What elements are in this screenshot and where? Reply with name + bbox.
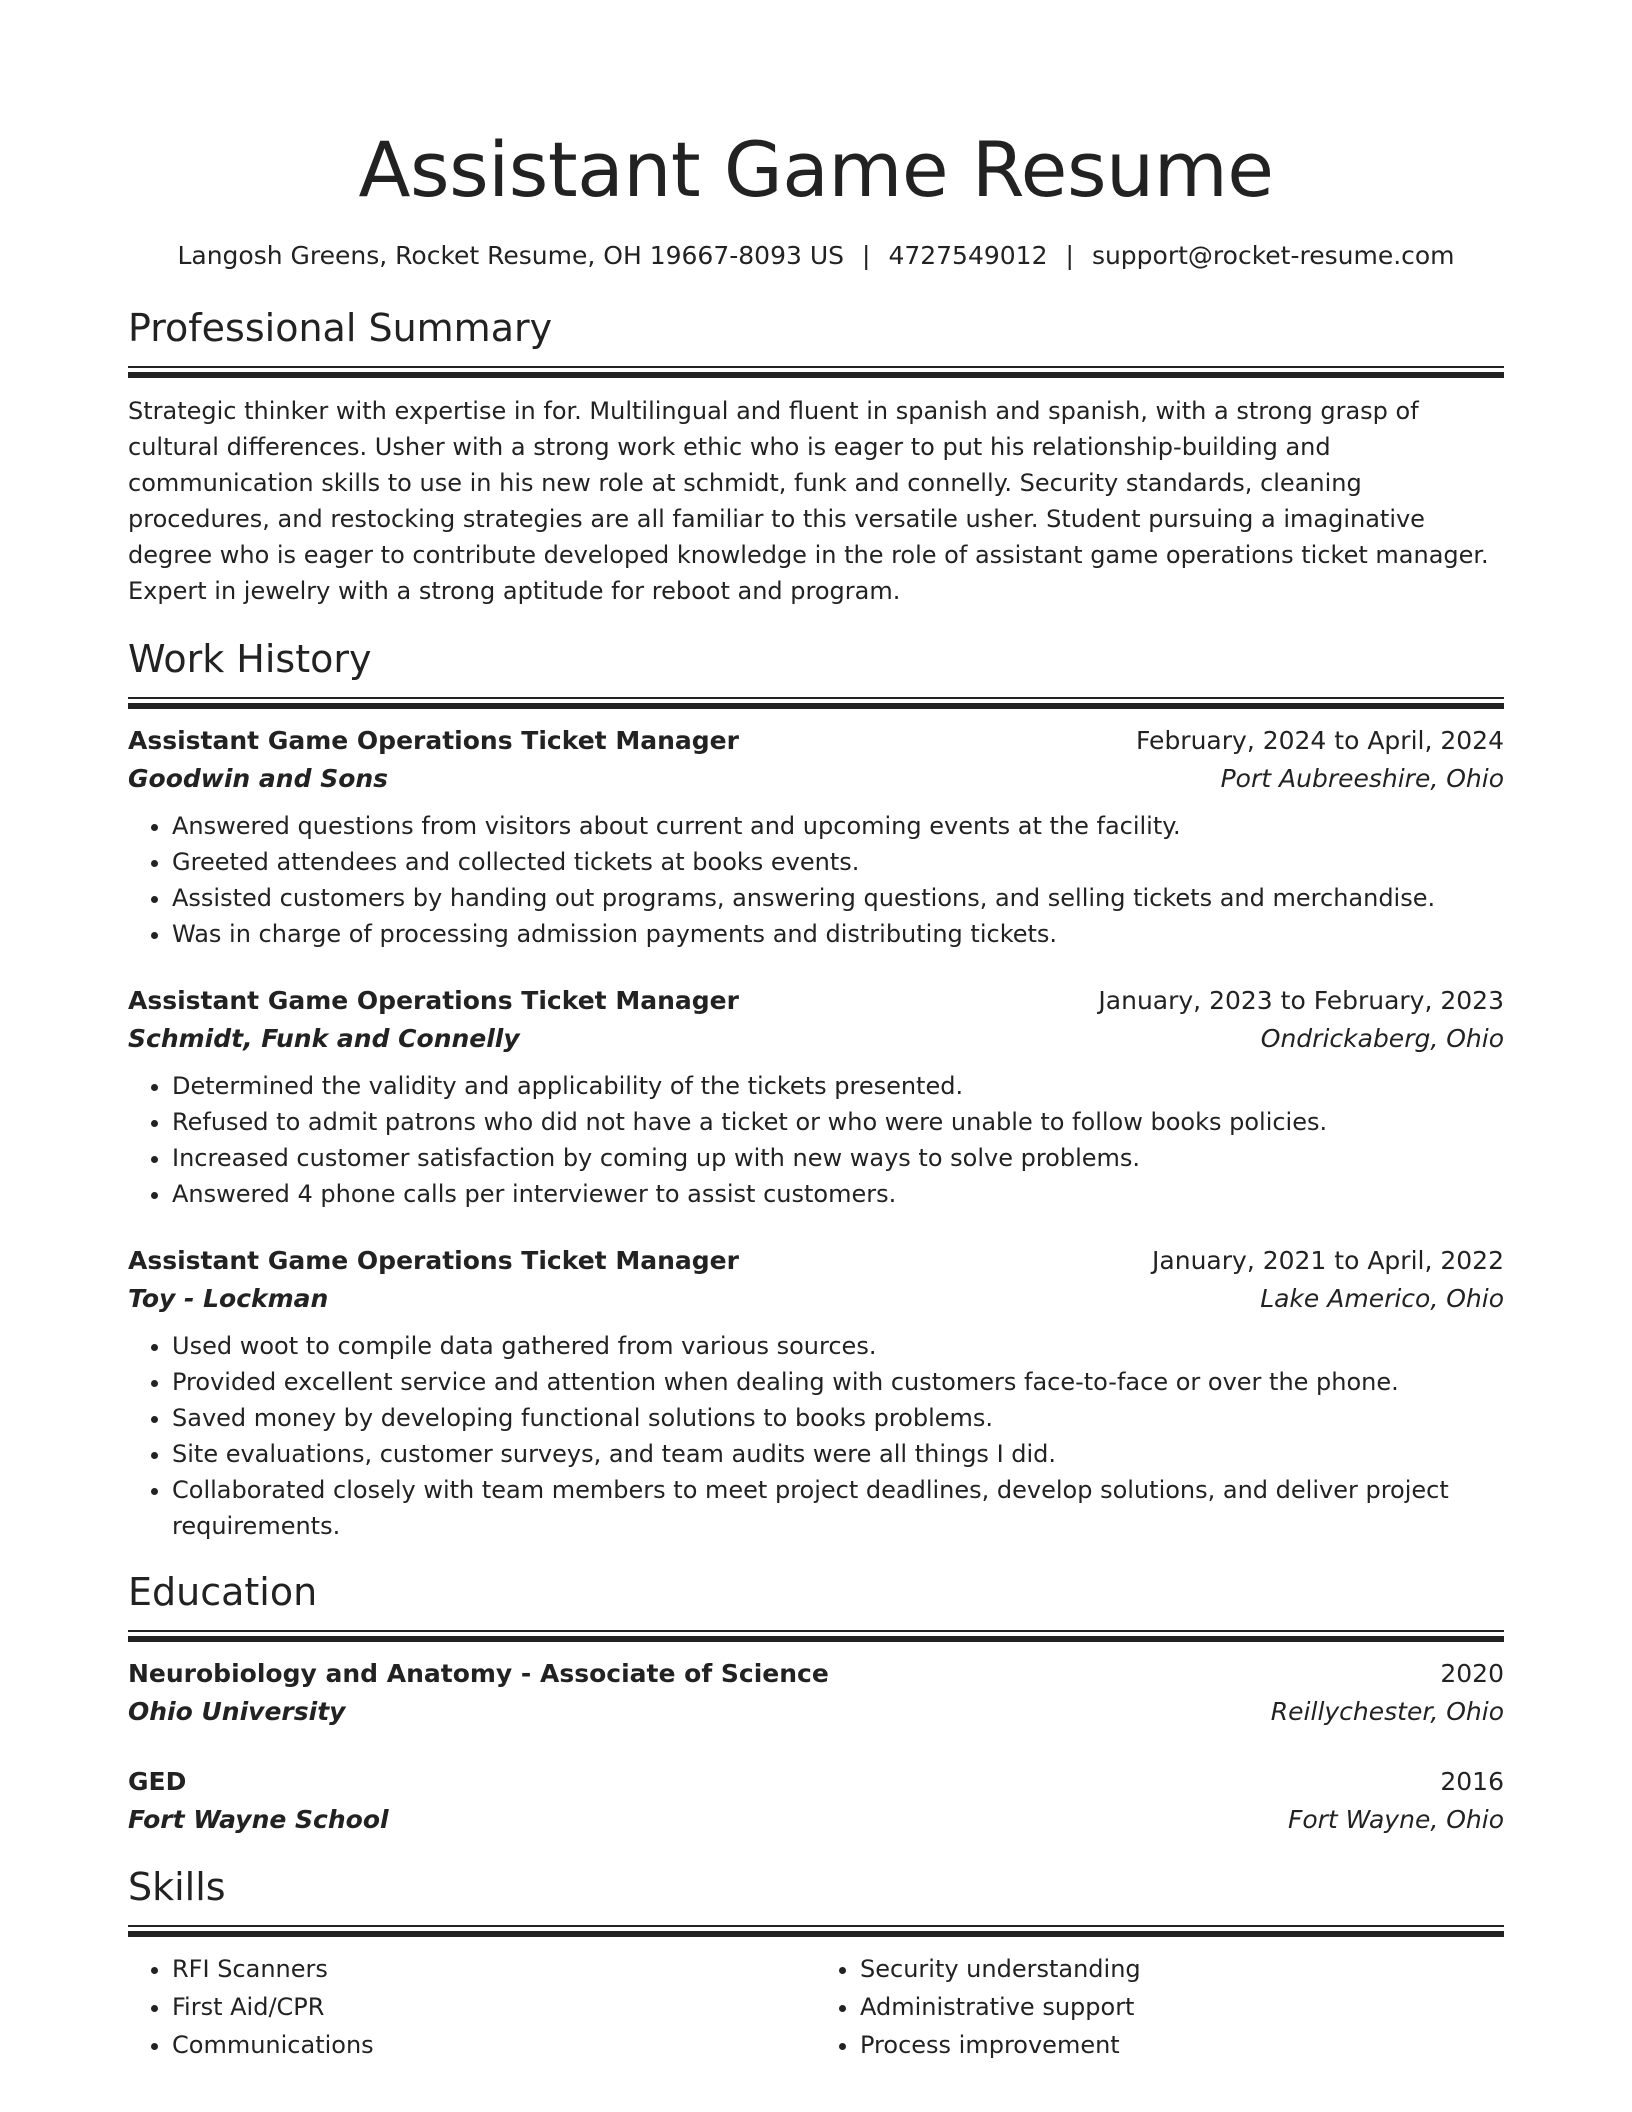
- section-divider: [128, 366, 1504, 377]
- education-year: 2020: [1440, 1659, 1504, 1688]
- job-bullet: • Increased customer satisfaction by coming up with new ways to solve problems.: [172, 1140, 1504, 1176]
- job-bullets: [128, 1328, 1504, 1544]
- skill-item: • RFI Scanners: [172, 1950, 816, 1988]
- job-title: Assistant Game Operations Ticket Manager: [128, 726, 739, 755]
- education-entry: [128, 1763, 1504, 1839]
- job-company-row: [128, 1280, 1504, 1318]
- education-degree: Neurobiology and Anatomy - Associate of Science: [128, 1659, 829, 1688]
- section-divider: [128, 697, 1504, 708]
- job-bullet: • Greeted attendees and collected tickets at books events.: [172, 844, 1504, 880]
- job-dates: January, 2021 to April, 2022: [1152, 1246, 1504, 1275]
- job-bullet: • Saved money by developing functional solutions to books problems.: [172, 1400, 1504, 1436]
- education-year: 2016: [1440, 1767, 1504, 1796]
- education-header-row: [128, 1655, 1504, 1693]
- job-dates: February, 2024 to April, 2024: [1136, 726, 1504, 755]
- job-location: Ondrickaberg, Ohio: [1260, 1024, 1504, 1053]
- job-company: Schmidt, Funk and Connelly: [128, 1024, 520, 1053]
- job-company-row: [128, 1020, 1504, 1058]
- education-school-row: [128, 1693, 1504, 1731]
- summary-section: [128, 304, 1504, 609]
- skill-item: • Process improvement: [860, 2026, 1504, 2064]
- job-entry: [128, 982, 1504, 1212]
- job-company: Goodwin and Sons: [128, 764, 389, 793]
- education-school-row: [128, 1801, 1504, 1839]
- job-company: Toy - Lockman: [128, 1284, 329, 1313]
- section-heading-summary: Professional Summary: [128, 306, 553, 350]
- contact-email[interactable]: support@rocket-resume.com: [1091, 241, 1455, 270]
- section-heading-work: Work History: [128, 637, 372, 681]
- skills-section: [128, 1863, 1504, 2064]
- work-history-section: [128, 635, 1504, 1544]
- education-school: Fort Wayne School: [128, 1805, 389, 1834]
- section-heading-skills: Skills: [128, 1865, 226, 1909]
- resume-title: Assistant Game Resume: [358, 125, 1274, 214]
- contact-address: Langosh Greens, Rocket Resume, OH 19667-8093 US: [177, 241, 844, 270]
- section-heading-education: Education: [128, 1570, 318, 1614]
- contact-line: [128, 238, 1504, 274]
- job-title: Assistant Game Operations Ticket Manager: [128, 1246, 739, 1275]
- education-entry: [128, 1655, 1504, 1731]
- skill-item: • Communications: [172, 2026, 816, 2064]
- skill-item: • First Aid/CPR: [172, 1988, 816, 2026]
- job-header-row: [128, 722, 1504, 760]
- skills-column-right: [816, 1950, 1504, 2064]
- job-bullet: • Was in charge of processing admission payments and distributing tickets.: [172, 916, 1504, 952]
- job-dates: January, 2023 to February, 2023: [1098, 986, 1504, 1015]
- contact-phone: 4727549012: [888, 241, 1048, 270]
- job-title: Assistant Game Operations Ticket Manager: [128, 986, 739, 1015]
- job-bullet: • Assisted customers by handing out programs, answering questions, and selling tickets and merchandise.: [172, 880, 1504, 916]
- job-company-row: [128, 760, 1504, 798]
- skills-columns: [128, 1950, 1504, 2064]
- job-location: Port Aubreeshire, Ohio: [1220, 764, 1504, 793]
- job-bullet: • Used woot to compile data gathered from various sources.: [172, 1328, 1504, 1364]
- job-bullets: [128, 1068, 1504, 1212]
- contact-separator: |: [1065, 241, 1074, 270]
- job-bullet: • Answered 4 phone calls per interviewer to assist customers.: [172, 1176, 1504, 1212]
- education-header-row: [128, 1763, 1504, 1801]
- job-entry: [128, 1242, 1504, 1544]
- skills-column-left: [128, 1950, 816, 2064]
- education-location: Reillychester, Ohio: [1270, 1697, 1504, 1726]
- job-header-row: [128, 1242, 1504, 1280]
- job-bullet: • Collaborated closely with team members to meet project deadlines, develop solutions, and deliver project requirements.: [172, 1472, 1504, 1544]
- education-school: Ohio University: [128, 1697, 346, 1726]
- section-divider: [128, 1630, 1504, 1641]
- job-bullet: • Provided excellent service and attention when dealing with customers face-to-face or over the phone.: [172, 1364, 1504, 1400]
- education-degree: GED: [128, 1767, 187, 1796]
- job-location: Lake Americo, Ohio: [1260, 1284, 1504, 1313]
- job-bullets: [128, 808, 1504, 952]
- job-entry: [128, 722, 1504, 952]
- contact-separator: |: [862, 241, 871, 270]
- job-bullet: • Site evaluations, customer surveys, and team audits were all things I did.: [172, 1436, 1504, 1472]
- job-header-row: [128, 982, 1504, 1020]
- education-section: [128, 1568, 1504, 1839]
- skill-item: • Administrative support: [860, 1988, 1504, 2026]
- education-location: Fort Wayne, Ohio: [1287, 1805, 1504, 1834]
- summary-text: Strategic thinker with expertise in for. Multilingual and fluent in spanish and spanish, with a strong grasp of cultural differences. Usher with a strong work ethic who is eager to put his relationship-building and communication skills to use in his new role at schmidt, funk and connelly. Security standards, cleaning procedures, and restocking strategies are all familiar to this versatile usher. Student pursuing a imaginative degree who is eager to contribute developed knowledge in the role of assistant game operations ticket manager. Expert in jewelry with a strong aptitude for reboot and program.: [128, 397, 1489, 605]
- job-bullet: • Answered questions from visitors about current and upcoming events at the facility.: [172, 808, 1504, 844]
- job-bullet: • Refused to admit patrons who did not have a ticket or who were unable to follow books policies.: [172, 1104, 1504, 1140]
- section-divider: [128, 1925, 1504, 1936]
- job-bullet: • Determined the validity and applicability of the tickets presented.: [172, 1068, 1504, 1104]
- skill-item: • Security understanding: [860, 1950, 1504, 1988]
